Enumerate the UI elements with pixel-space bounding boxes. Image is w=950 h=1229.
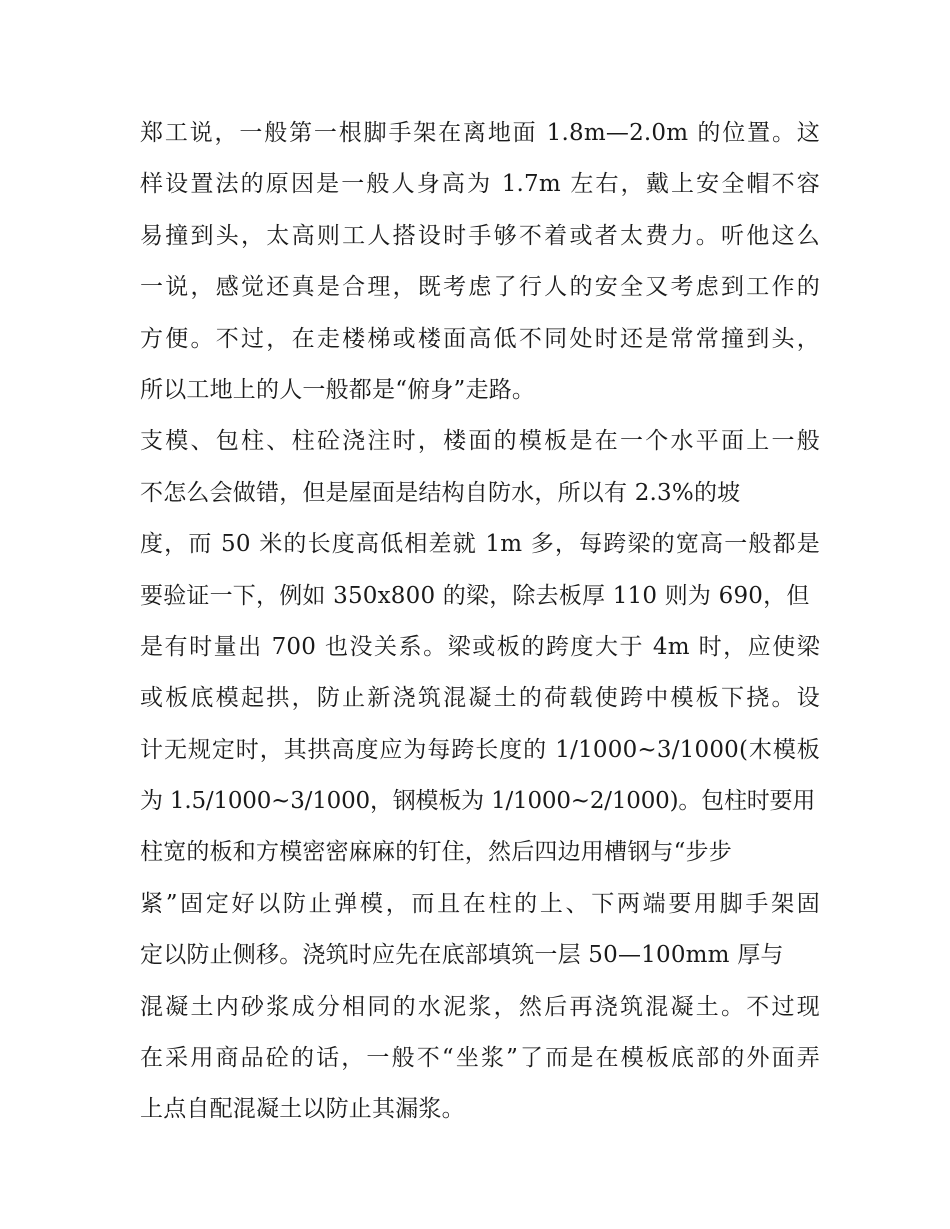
text-line: 样设置法的原因是一般人身高为 1.7m 左右，戴上安全帽不容 xyxy=(140,171,820,198)
text-line: 易撞到头，太高则工人搭设时手够不着或者太费力。听他这么 xyxy=(140,222,820,249)
text-line: 上点自配混凝土以防止其漏浆。 xyxy=(140,1096,465,1123)
text-line: 紧”固定好以防止弹模，而且在柱的上、下两端要用脚手架固 xyxy=(140,890,820,917)
text-line: 所以工地上的人一般都是“俯身”走路。 xyxy=(140,376,536,403)
document-body xyxy=(140,108,820,1136)
paragraph-2 xyxy=(140,416,820,1135)
text-line: 或板底模起拱，防止新浇筑混凝土的荷载使跨中模板下挠。设 xyxy=(140,685,820,712)
text-line: 支模、包柱、柱砼浇注时，楼面的模板是在一个水平面上一般 xyxy=(140,428,820,455)
text-line: 方便。不过，在走楼梯或楼面高低不同处时还是常常撞到头， xyxy=(140,325,820,352)
text-line: 度，而 50 米的长度高低相差就 1m 多，每跨梁的宽高一般都是 xyxy=(140,531,820,558)
text-line: 为 1.5/1000~3/1000，钢模板为 1/1000~2/1000)。包柱时要用 xyxy=(140,788,816,815)
paragraph-1 xyxy=(140,108,820,416)
text-line: 是有时量出 700 也没关系。梁或板的跨度大于 4m 时，应使梁 xyxy=(140,633,820,660)
text-line: 定以防止侧移。浇筑时应先在底部填筑一层 50—100mm 厚与 xyxy=(140,942,784,969)
text-line: 不怎么会做错，但是屋面是结构自防水，所以有 2.3%的坡 xyxy=(140,479,741,506)
text-line: 混凝土内砂浆成分相同的水泥浆，然后再浇筑混凝土。不过现 xyxy=(140,993,820,1020)
text-line: 在采用商品砼的话，一般不“坐浆”了而是在模板底部的外面弄 xyxy=(140,1045,820,1072)
text-line: 柱宽的板和方模密密麻麻的钉住，然后四边用槽钢与“步步 xyxy=(140,839,732,866)
text-line: 要验证一下，例如 350x800 的梁，除去板厚 110 则为 690，但 xyxy=(140,582,810,609)
text-line: 郑工说，一般第一根脚手架在离地面 1.8m—2.0m 的位置。这 xyxy=(140,120,820,146)
text-line: 一说，感觉还真是合理，既考虑了行人的安全又考虑到工作的 xyxy=(140,274,820,301)
text-line: 计无规定时，其拱高度应为每跨长度的 1/1000~3/1000(木模板 xyxy=(140,736,820,763)
